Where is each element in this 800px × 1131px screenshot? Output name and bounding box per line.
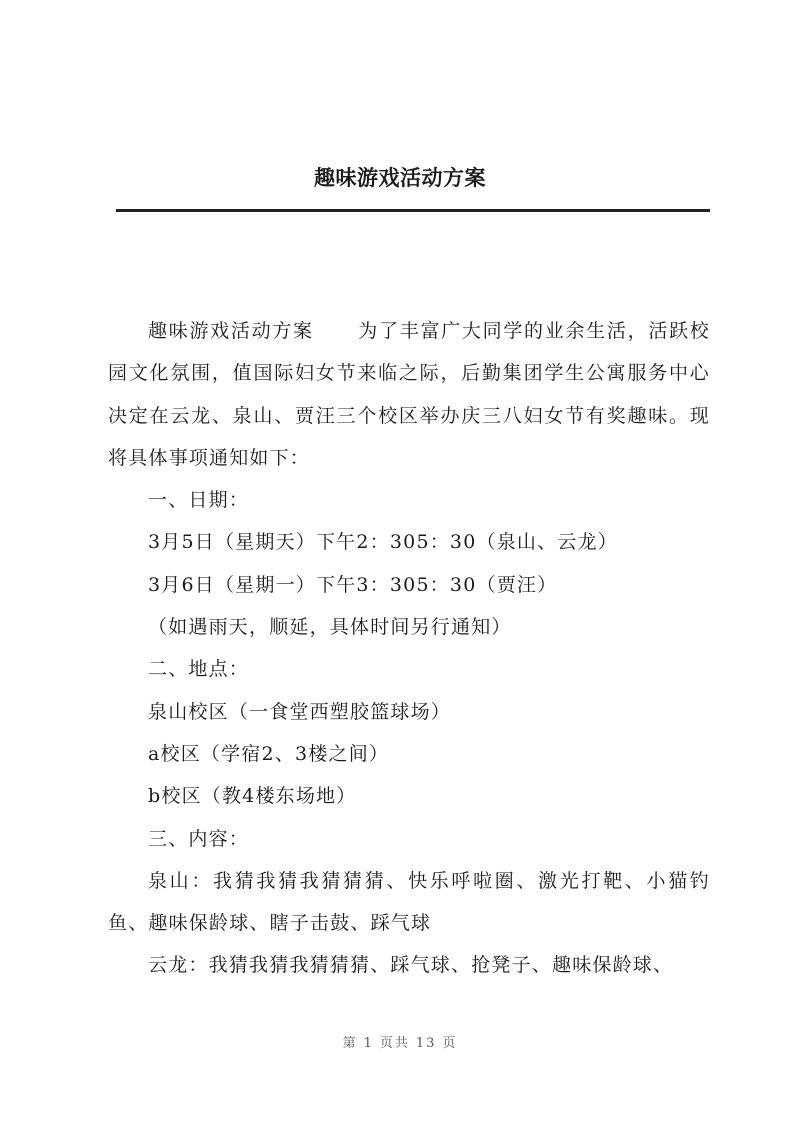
section-location-heading: 二、地点： [148, 658, 250, 681]
date-line-2: 3月6日（星期一）下午3：305：30（贾汪） [148, 573, 558, 596]
page-title: 趣味游戏活动方案 [314, 165, 486, 190]
page-footer [0, 1032, 800, 1051]
intro-text: 为了丰富广大同学的业余生活，活跃校园文化氛围，值国际妇女节来临之际，后勤集团学生公寓服务中心决定在云龙、泉山、贾汪三个校区举办庆三八妇女节有奖趣味。现将具体事项通知如下： [108, 320, 710, 469]
content-quanshan: 泉山：我猜我猜我猜猜猜、快乐呼啦圈、激光打靶、小猫钓鱼、趣味保龄球、瞎子击鼓、踩气球 [108, 869, 710, 935]
footer-total-pages: 13 [415, 1036, 437, 1051]
section-date-heading: 一、日期： [148, 489, 250, 512]
location-line-1: 泉山校区（一食堂西塑胶篮球场） [148, 700, 452, 723]
location-line-3: b校区（教4楼东场地） [148, 785, 357, 808]
section-content-heading: 三、内容： [148, 827, 250, 850]
location-line-2: a校区（学宿2、3楼之间） [148, 742, 390, 765]
date-line-1: 3月5日（星期天）下午2：305：30（泉山、云龙） [148, 531, 618, 554]
footer-page-number: 1 [363, 1036, 374, 1051]
intro-lead: 趣味游戏活动方案 [148, 320, 314, 342]
footer-suffix: 页 [442, 1036, 458, 1051]
date-note: （如遇雨天，顺延，具体时间另行通知） [148, 616, 512, 639]
footer-middle: 页共 [379, 1036, 410, 1051]
footer-prefix: 第 [342, 1036, 358, 1051]
content-yunlong: 云龙：我猜我猜我猜猜猜、踩气球、抢凳子、趣味保龄球、 [148, 954, 674, 977]
title-divider [116, 209, 710, 212]
document-body [108, 310, 710, 987]
intro-paragraph [108, 310, 710, 479]
